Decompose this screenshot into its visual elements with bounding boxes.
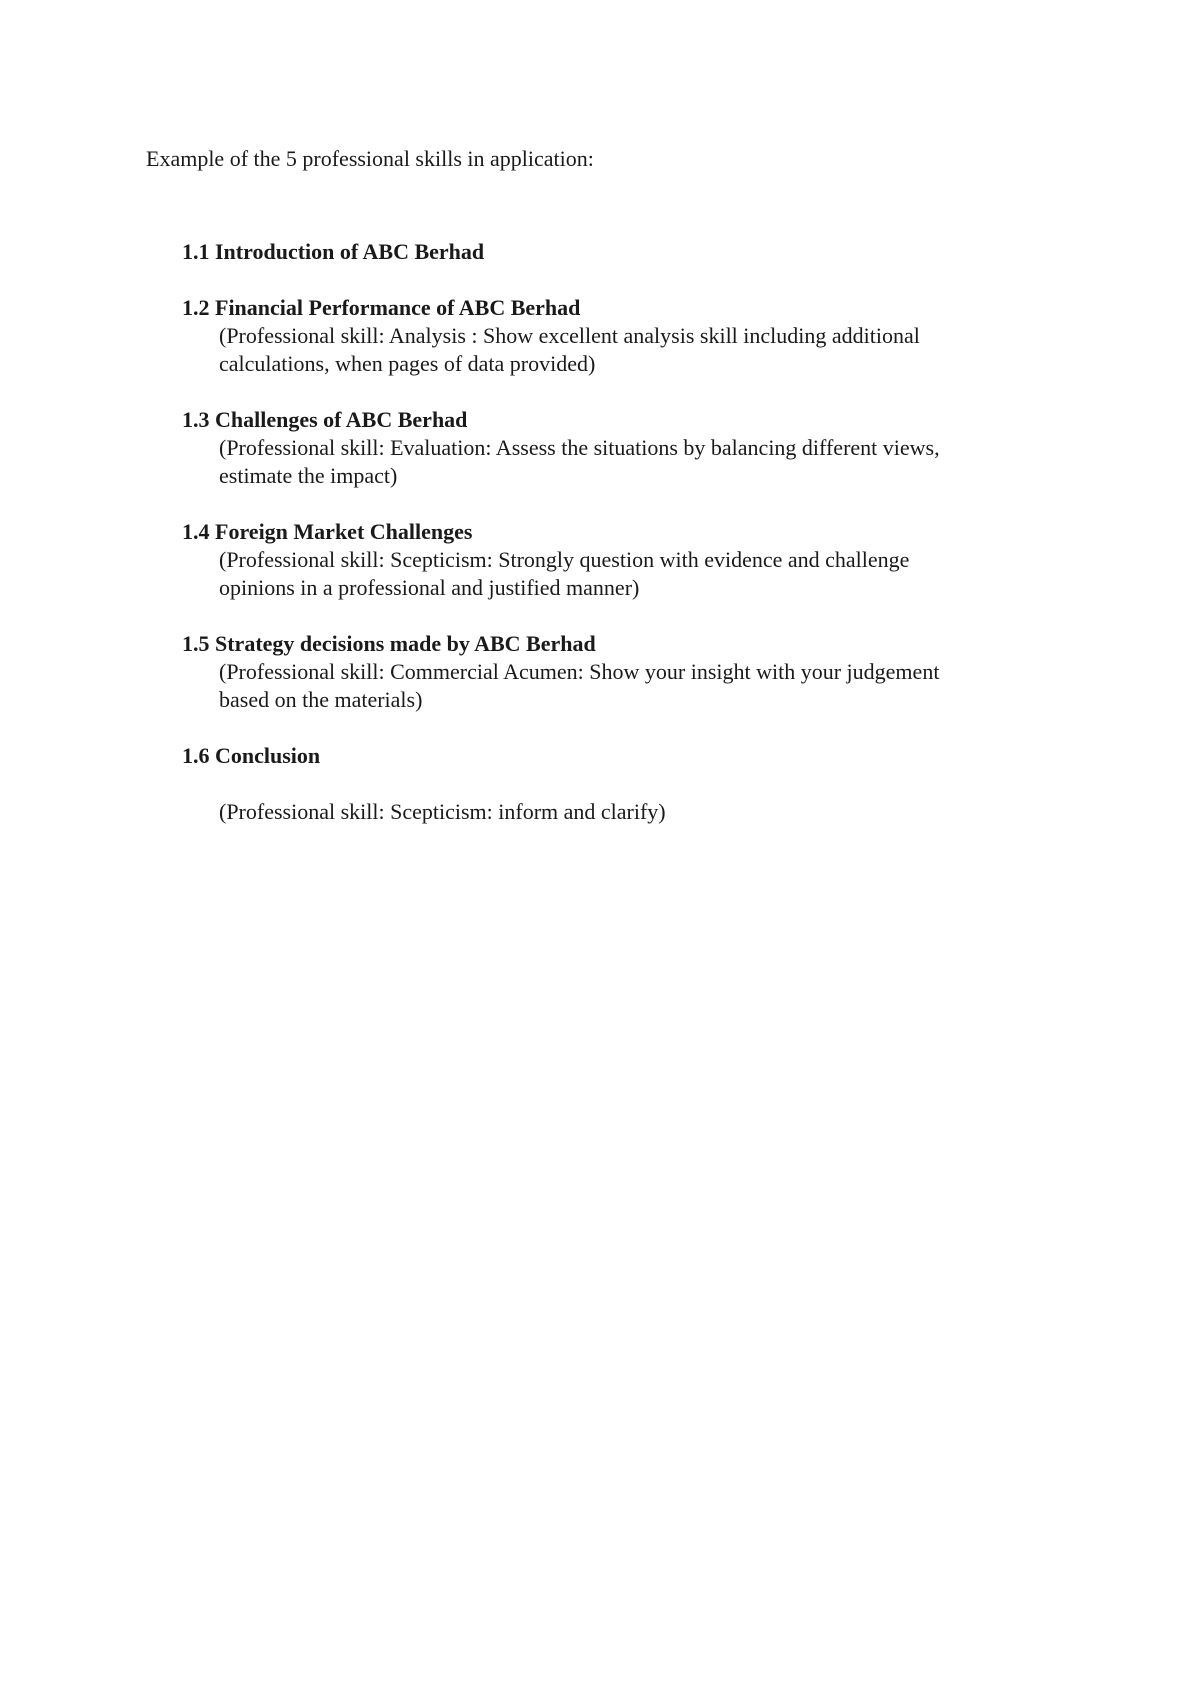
section-heading: 1.5 Strategy decisions made by ABC Berhad bbox=[182, 631, 596, 656]
section-description bbox=[182, 798, 1059, 826]
section-description bbox=[182, 658, 1059, 714]
section-description bbox=[182, 434, 1059, 490]
section-strategy-decisions bbox=[182, 630, 1082, 714]
description-line: (Professional skill: Commercial Acumen: Show your insight with your judgement bbox=[219, 659, 940, 684]
description-line: (Professional skill: Scepticism: inform and clarify) bbox=[219, 799, 666, 824]
description-line: (Professional skill: Evaluation: Assess the situations by balancing different views, bbox=[219, 435, 940, 460]
section-description bbox=[182, 546, 1059, 602]
section-list bbox=[182, 238, 1082, 854]
intro-text: Example of the 5 professional skills in application: bbox=[146, 146, 594, 171]
section-heading: 1.3 Challenges of ABC Berhad bbox=[182, 407, 468, 432]
section-foreign-market bbox=[182, 518, 1082, 602]
section-description bbox=[182, 322, 1059, 378]
section-heading: 1.1 Introduction of ABC Berhad bbox=[182, 239, 485, 264]
description-line: based on the materials) bbox=[219, 687, 423, 712]
description-line: (Professional skill: Analysis : Show excellent analysis skill including additional bbox=[219, 323, 920, 348]
section-financial-performance bbox=[182, 294, 1082, 378]
description-line: opinions in a professional and justified manner) bbox=[219, 575, 640, 600]
description-line: estimate the impact) bbox=[219, 463, 398, 488]
section-heading: 1.6 Conclusion bbox=[182, 743, 321, 768]
section-heading: 1.4 Foreign Market Challenges bbox=[182, 519, 473, 544]
description-line: (Professional skill: Scepticism: Strongly question with evidence and challenge bbox=[219, 547, 910, 572]
description-line: calculations, when pages of data provided) bbox=[219, 351, 596, 376]
section-conclusion bbox=[182, 742, 1082, 826]
section-introduction bbox=[182, 238, 1082, 266]
section-heading: 1.2 Financial Performance of ABC Berhad bbox=[182, 295, 581, 320]
section-challenges bbox=[182, 406, 1082, 490]
